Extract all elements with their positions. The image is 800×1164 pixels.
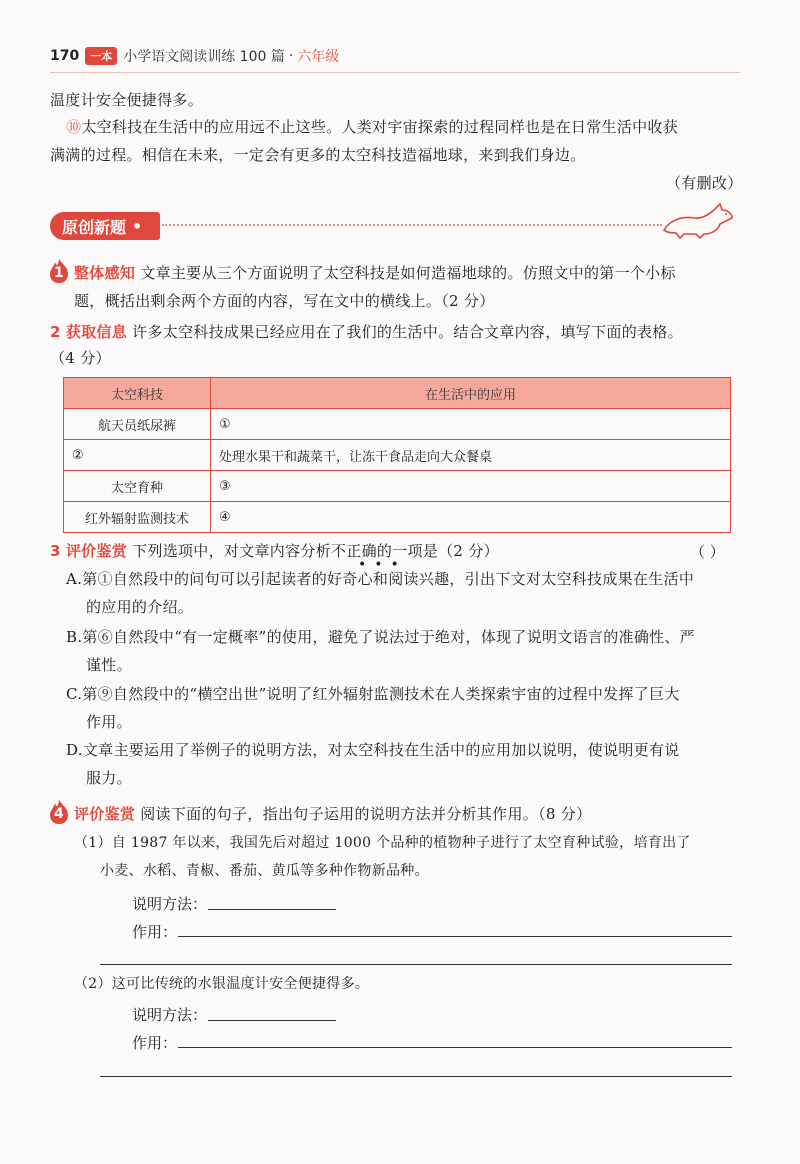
- header-divider: [50, 72, 740, 73]
- table-header-tech: 太空科技: [64, 378, 211, 409]
- table-cell: 红外辐射监测技术: [64, 502, 211, 533]
- q4-1-effect-blank-2[interactable]: [100, 964, 732, 965]
- q1-text-1: 文章主要从三个方面说明了太空科技是如何造福地球的。仿照文中的第一个小标: [140, 264, 676, 282]
- q1-line2: 题，概括出剩余两个方面的内容，写在文中的横线上。（2 分）: [74, 292, 495, 310]
- q3-option-c-line2: 作用。: [86, 713, 132, 731]
- q1-line1: [74, 263, 676, 284]
- passage-line-carry: 温度计安全便捷得多。: [50, 91, 204, 109]
- q4-sentence1-line2: 小麦、水稻、青椒、番茄、黄瓜等多种作物新品种。: [100, 863, 429, 879]
- q3-option-b-line2: 谨性。: [86, 656, 132, 674]
- q3-option-a-line2: 的应用的介绍。: [86, 598, 194, 616]
- source-note: （有删改）: [666, 174, 743, 192]
- table-header-application: 在生活中的应用: [211, 378, 731, 409]
- table-cell: 航天员纸尿裤: [64, 409, 211, 440]
- q2-number: 2: [50, 323, 61, 341]
- q3-number: 3: [50, 542, 61, 560]
- table-cell: ②: [64, 440, 211, 471]
- table-row: [64, 471, 731, 502]
- section-banner: [50, 212, 160, 240]
- table-cell: 处理水果干和蔬菜干，让冻干食品走向大众餐桌: [211, 440, 731, 471]
- table-row: [64, 502, 731, 533]
- q4-label: 评价鉴赏: [74, 805, 136, 823]
- page-number: 170: [50, 48, 80, 64]
- title-separator: ·: [288, 48, 294, 64]
- q3-answer-paren[interactable]: （ ）: [690, 543, 725, 561]
- q2-line2: （4 分）: [50, 349, 111, 367]
- book-title: 小学语文阅读训练 100 篇: [123, 49, 285, 65]
- table-row: [64, 409, 731, 440]
- cat-icon: [660, 200, 736, 240]
- table-row: [64, 440, 731, 471]
- tech-application-table: [63, 377, 731, 533]
- q2-text-1: 许多太空科技成果已经应用在了我们的生活中。结合文章内容，填写下面的表格。: [132, 323, 683, 341]
- table-cell: ①: [211, 409, 731, 440]
- q4-sentence1-line1: （1）自 1987 年以来，我国先后对超过 1000 个品种的植物种子进行了太空育种试验，培育出了: [74, 835, 691, 851]
- q3-option-b-line1: B.第⑥自然段中“有一定概率”的使用，避免了说法过于绝对，体现了说明文语言的准确性、严: [66, 628, 696, 646]
- q3-option-c-line1: C.第⑨自然段中的“横空出世”说明了红外辐射监测技术在人类探索宇宙的过程中发挥了巨大: [66, 685, 680, 703]
- passage-para10-line2: 满满的过程。相信在未来，一定会有更多的太空科技造福地球，来到我们身边。: [50, 146, 586, 164]
- emphasis-dots: •••: [358, 557, 407, 573]
- q4-2-effect-label: 作用：: [132, 1034, 178, 1052]
- passage-para10-line1: [66, 117, 678, 138]
- page-header: [50, 46, 339, 66]
- q4-sentence2-line1: （2）这可比传统的水银温度计安全便捷得多。: [74, 976, 370, 992]
- para10-marker: ⑩: [66, 118, 82, 136]
- q3-option-a-line1: A.第①自然段中的问句可以引起读者的好奇心和阅读兴趣，引出下文对太空科技成果在生活中: [66, 570, 695, 588]
- section-title: 原创新题: [62, 217, 127, 237]
- q4-1-effect-label: 作用：: [132, 923, 178, 941]
- table-header-row: [64, 378, 731, 409]
- q1-number: 1: [54, 265, 65, 281]
- q4-2-method-blank[interactable]: [208, 1020, 336, 1021]
- q4-1-effect-blank[interactable]: [178, 936, 732, 937]
- table-cell: ③: [211, 471, 731, 502]
- grade-label: 六年级: [297, 49, 340, 65]
- brand-badge: 一本: [85, 47, 117, 65]
- q4-stem-line: [74, 804, 591, 825]
- table-cell: 太空育种: [64, 471, 211, 502]
- para10-text-1: 太空科技在生活中的应用远不止这些。人类对宇宙探索的过程同样也是在日常生活中收获: [81, 118, 679, 136]
- q3-stem-line: [50, 541, 499, 562]
- q3-option-d-line1: D.文章主要运用了举例子的说明方法，对太空科技在生活中的应用加以说明，使说明更有说: [66, 741, 680, 759]
- q2-line1: [50, 322, 683, 343]
- q3-label: 评价鉴赏: [65, 542, 128, 560]
- q3-stem: 下列选项中，对文章内容分析不正确的一项是（2 分）: [132, 542, 499, 560]
- q4-2-effect-blank[interactable]: [178, 1047, 732, 1048]
- q1-label: 整体感知: [74, 264, 136, 282]
- q4-1-method-label: 说明方法：: [132, 895, 208, 913]
- q4-number: 4: [54, 806, 65, 822]
- table-cell: ④: [211, 502, 731, 533]
- q4-2-method-label: 说明方法：: [132, 1006, 208, 1024]
- q2-label: 获取信息: [65, 323, 128, 341]
- q4-stem: 阅读下面的句子，指出句子运用的说明方法并分析其作用。（8 分）: [140, 805, 592, 823]
- q4-2-effect-blank-2[interactable]: [100, 1076, 732, 1077]
- q3-option-d-line2: 服力。: [86, 769, 132, 787]
- section-dot: •: [132, 216, 143, 236]
- q4-1-method-blank[interactable]: [208, 909, 336, 910]
- banner-dotted-line: [162, 224, 662, 226]
